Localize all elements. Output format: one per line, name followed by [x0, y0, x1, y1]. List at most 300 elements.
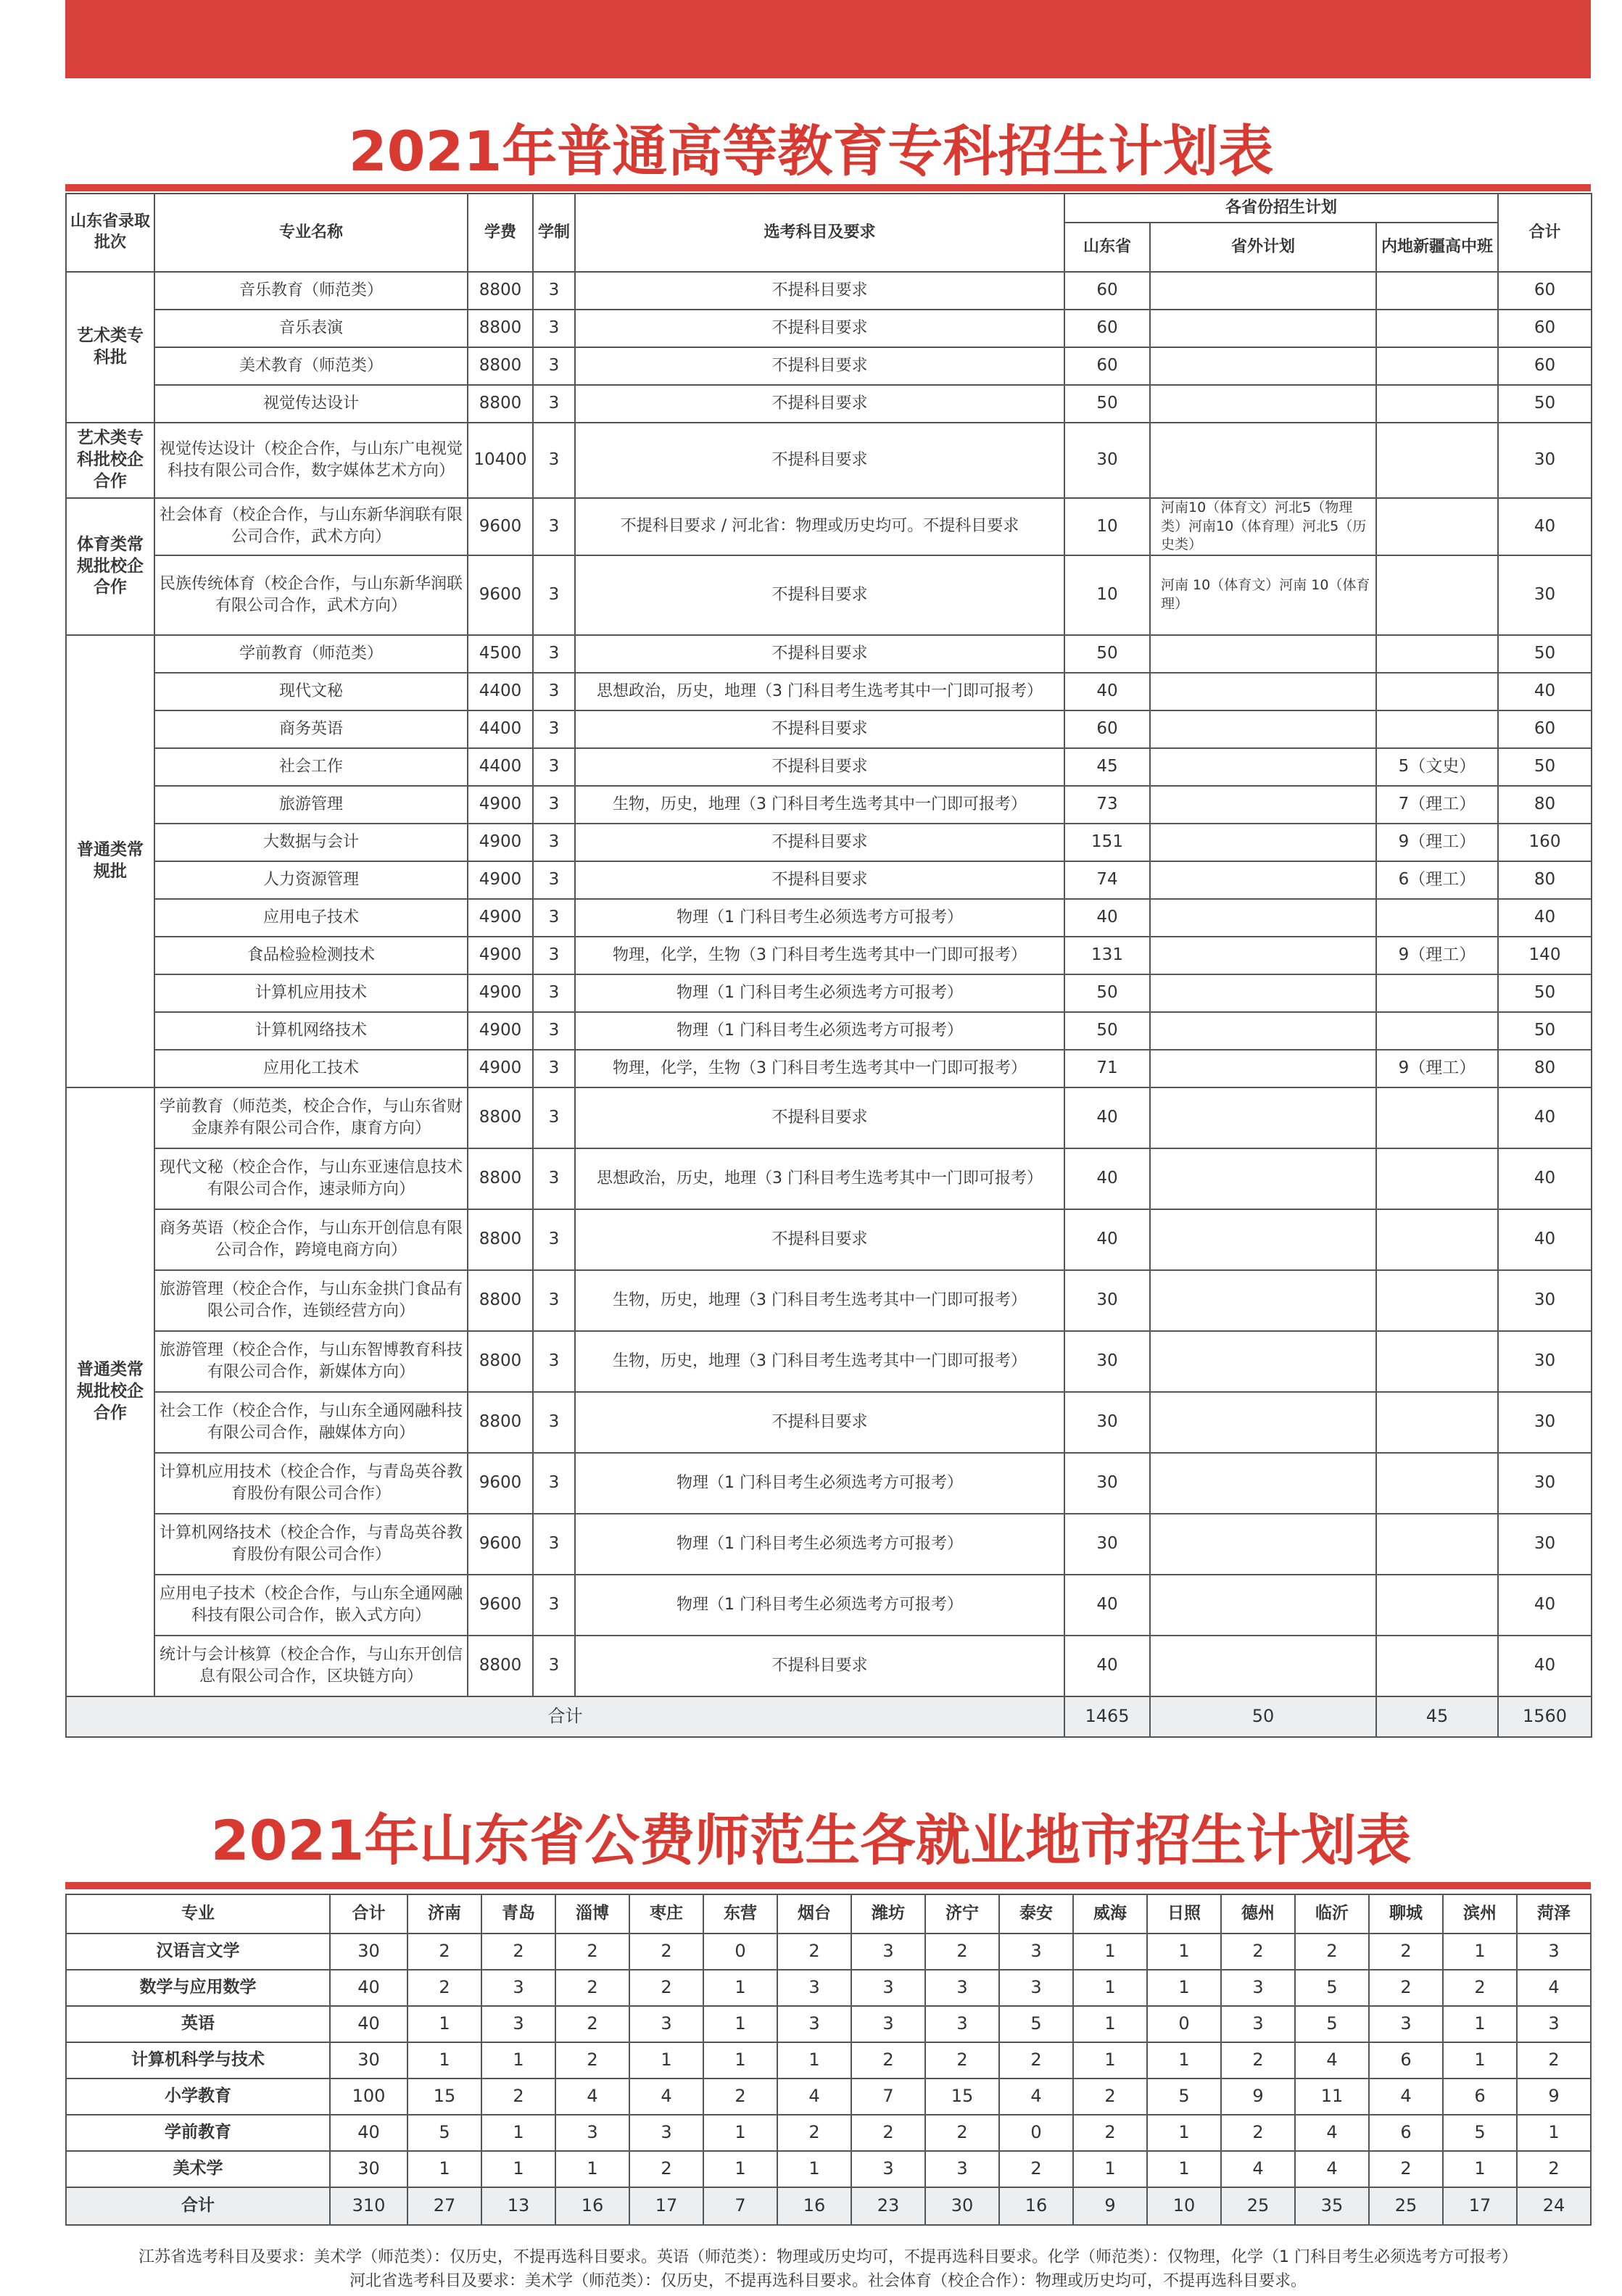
- xinjiang-class-cell: 7（理工）: [1376, 786, 1498, 824]
- shandong-cell: 30: [1064, 1270, 1150, 1331]
- city-value-cell: 0: [999, 2115, 1073, 2151]
- city-value-cell: 1: [1147, 1934, 1221, 1970]
- city-value-cell: 2: [481, 1934, 555, 1970]
- row-total-cell: 40: [1498, 1087, 1592, 1148]
- city-value-cell: 3: [481, 1970, 555, 2006]
- shandong-cell: 60: [1064, 310, 1150, 347]
- city-value-cell: 100: [330, 2079, 407, 2115]
- row-total-cell: 30: [1498, 1392, 1592, 1453]
- plan-total-xj: 45: [1376, 1696, 1498, 1737]
- shandong-cell: 40: [1064, 1148, 1150, 1209]
- city-total-cell: 16: [777, 2187, 851, 2225]
- shandong-cell: 45: [1064, 748, 1150, 786]
- city-value-cell: 1: [407, 2006, 481, 2042]
- out-of-province-cell: [1150, 272, 1376, 310]
- years-cell: 3: [533, 861, 575, 899]
- shandong-cell: 30: [1064, 1453, 1150, 1514]
- city-value-cell: 2: [629, 1970, 703, 2006]
- city-row: [66, 1934, 1591, 1970]
- xinjiang-class-cell: [1376, 423, 1498, 498]
- city-total-cell: 27: [407, 2187, 481, 2225]
- batch-cell: 体育类常规批校企合作: [66, 498, 154, 635]
- city-value-cell: 4: [1295, 2115, 1369, 2151]
- header-total: 合计: [1498, 194, 1592, 272]
- row-total-cell: 140: [1498, 937, 1592, 974]
- requirements-cell: 物理（1 门科目考生必须选考方可报考）: [575, 974, 1064, 1012]
- fee-cell: 4900: [468, 861, 533, 899]
- city-value-cell: 3: [629, 2006, 703, 2042]
- out-of-province-cell: [1150, 1209, 1376, 1270]
- city-value-cell: 1: [703, 2115, 777, 2151]
- plan-total-label: 合计: [66, 1696, 1064, 1737]
- row-total-cell: 30: [1498, 1270, 1592, 1331]
- row-total-cell: 40: [1498, 1636, 1592, 1696]
- out-of-province-cell: [1150, 748, 1376, 786]
- years-cell: 3: [533, 786, 575, 824]
- requirements-cell: 生物，历史，地理（3 门科目考生选考其中一门即可报考）: [575, 786, 1064, 824]
- requirements-cell: 不提科目要求: [575, 1636, 1064, 1696]
- shandong-cell: 60: [1064, 710, 1150, 748]
- xinjiang-class-cell: 5（文史）: [1376, 748, 1498, 786]
- city-value-cell: 3: [851, 1970, 925, 2006]
- city-header-cell: 泰安: [999, 1894, 1073, 1934]
- city-major-cell: 美术学: [66, 2151, 330, 2187]
- city-row: [66, 1970, 1591, 2006]
- city-value-cell: 2: [1369, 1934, 1443, 1970]
- city-value-cell: 3: [925, 1970, 999, 2006]
- plan-total-out: 50: [1150, 1696, 1376, 1737]
- row-total-cell: 40: [1498, 1575, 1592, 1636]
- major-cell: 旅游管理（校企合作，与山东智博教育科技有限公司合作，新媒体方向）: [154, 1331, 468, 1392]
- city-value-cell: 1: [1147, 1970, 1221, 2006]
- plan-row: [66, 748, 1592, 786]
- city-header-cell: 青岛: [481, 1894, 555, 1934]
- out-of-province-cell: [1150, 1012, 1376, 1050]
- header-years: 学制: [533, 194, 575, 272]
- city-value-cell: 3: [555, 2115, 629, 2151]
- city-value-cell: 1: [1443, 1934, 1517, 1970]
- out-of-province-cell: [1150, 1087, 1376, 1148]
- footnote-jiangsu: 江苏省选考科目及要求：美术学（师范类）：仅历史，不提再选科目要求。英语（师范类）：物理或历史均可，不提再选科目要求。化学（师范类）：仅物理，化学（1 门科目考生必须选考方可报考）: [138, 2248, 1518, 2266]
- batch-cell: 普通类常规批: [66, 635, 154, 1087]
- city-header-cell: 德州: [1221, 1894, 1295, 1934]
- city-total-cell: 17: [1443, 2187, 1517, 2225]
- row-total-cell: 30: [1498, 1453, 1592, 1514]
- major-cell: 社会体育（校企合作，与山东新华润联有限公司合作，武术方向）: [154, 498, 468, 555]
- plan-title-underline: [65, 184, 1591, 191]
- major-cell: 现代文秘（校企合作，与山东亚速信息技术有限公司合作，速录师方向）: [154, 1148, 468, 1209]
- fee-cell: 4900: [468, 1050, 533, 1087]
- header-out-of-province: 省外计划: [1150, 223, 1376, 272]
- years-cell: 3: [533, 385, 575, 423]
- city-value-cell: 2: [407, 1934, 481, 1970]
- header-batch: 山东省录取批次: [66, 194, 154, 272]
- out-of-province-cell: [1150, 1270, 1376, 1331]
- city-value-cell: 15: [925, 2079, 999, 2115]
- plan-row: [66, 1453, 1592, 1514]
- requirements-cell: 不提科目要求: [575, 1392, 1064, 1453]
- city-value-cell: 4: [1295, 2042, 1369, 2079]
- fee-cell: 8800: [468, 1331, 533, 1392]
- requirements-cell: 思想政治，历史，地理（3 门科目考生选考其中一门即可报考）: [575, 1148, 1064, 1209]
- city-row: [66, 2042, 1591, 2079]
- city-value-cell: 1: [407, 2042, 481, 2079]
- shandong-cell: 30: [1064, 423, 1150, 498]
- city-value-cell: 5: [1147, 2079, 1221, 2115]
- years-cell: 3: [533, 1636, 575, 1696]
- city-value-cell: 2: [703, 2079, 777, 2115]
- city-value-cell: 9: [1221, 2079, 1295, 2115]
- city-value-cell: 2: [1221, 1934, 1295, 1970]
- plan-row: [66, 347, 1592, 385]
- fee-cell: 4900: [468, 899, 533, 937]
- xinjiang-class-cell: [1376, 710, 1498, 748]
- shandong-cell: 50: [1064, 385, 1150, 423]
- header-major: 专业名称: [154, 194, 468, 272]
- xinjiang-class-cell: [1376, 1514, 1498, 1575]
- xinjiang-class-cell: 9（理工）: [1376, 824, 1498, 861]
- xinjiang-class-cell: [1376, 1148, 1498, 1209]
- plan-total-sum: 1560: [1498, 1696, 1592, 1737]
- plan-row: [66, 899, 1592, 937]
- requirements-cell: 不提科目要求: [575, 347, 1064, 385]
- plan-row: [66, 1392, 1592, 1453]
- city-value-cell: 2: [1221, 2042, 1295, 2079]
- city-value-cell: 11: [1295, 2079, 1369, 2115]
- city-value-cell: 1: [703, 2151, 777, 2187]
- batch-cell: 普通类常规批校企合作: [66, 1087, 154, 1696]
- major-cell: 计算机应用技术（校企合作，与青岛英谷教育股份有限公司合作）: [154, 1453, 468, 1514]
- xinjiang-class-cell: [1376, 272, 1498, 310]
- fee-cell: 9600: [468, 1575, 533, 1636]
- requirements-cell: 不提科目要求: [575, 748, 1064, 786]
- city-header-cell: 专业: [66, 1894, 330, 1934]
- requirements-cell: 不提科目要求: [575, 1209, 1064, 1270]
- city-value-cell: 1: [703, 1970, 777, 2006]
- row-total-cell: 80: [1498, 1050, 1592, 1087]
- major-cell: 人力资源管理: [154, 861, 468, 899]
- city-header-cell: 枣庄: [629, 1894, 703, 1934]
- major-cell: 民族传统体育（校企合作，与山东新华润联有限公司合作，武术方向）: [154, 555, 468, 635]
- city-value-cell: 1: [481, 2042, 555, 2079]
- xinjiang-class-cell: [1376, 673, 1498, 710]
- requirements-cell: 不提科目要求: [575, 555, 1064, 635]
- fee-cell: 8800: [468, 1392, 533, 1453]
- plan-row: [66, 272, 1592, 310]
- city-value-cell: 3: [851, 2151, 925, 2187]
- city-value-cell: 1: [1073, 2042, 1147, 2079]
- row-total-cell: 60: [1498, 347, 1592, 385]
- city-value-cell: 40: [330, 1970, 407, 2006]
- xinjiang-class-cell: [1376, 1392, 1498, 1453]
- city-header-cell: 济南: [407, 1894, 481, 1934]
- row-total-cell: 40: [1498, 498, 1592, 555]
- shandong-cell: 30: [1064, 1514, 1150, 1575]
- fee-cell: 8800: [468, 1087, 533, 1148]
- fee-cell: 4400: [468, 748, 533, 786]
- xinjiang-class-cell: [1376, 1575, 1498, 1636]
- out-of-province-cell: 河南 10（体育文）河南 10（体育理）: [1150, 555, 1376, 635]
- major-cell: 现代文秘: [154, 673, 468, 710]
- major-cell: 社会工作（校企合作，与山东全通网融科技有限公司合作，融媒体方向）: [154, 1392, 468, 1453]
- fee-cell: 10400: [468, 423, 533, 498]
- city-value-cell: 3: [777, 1970, 851, 2006]
- out-of-province-cell: [1150, 385, 1376, 423]
- row-total-cell: 80: [1498, 861, 1592, 899]
- plan-row: [66, 1209, 1592, 1270]
- major-cell: 社会工作: [154, 748, 468, 786]
- requirements-cell: 不提科目要求: [575, 1087, 1064, 1148]
- city-value-cell: 5: [1295, 1970, 1369, 2006]
- city-value-cell: 1: [1073, 2006, 1147, 2042]
- city-value-cell: 1: [481, 2151, 555, 2187]
- header-requirements: 选考科目及要求: [575, 194, 1064, 272]
- major-cell: 大数据与会计: [154, 824, 468, 861]
- city-total-cell: 25: [1369, 2187, 1443, 2225]
- city-value-cell: 1: [1443, 2006, 1517, 2042]
- header-province-group: 各省份招生计划: [1064, 194, 1498, 223]
- years-cell: 3: [533, 1392, 575, 1453]
- city-value-cell: 2: [1517, 2151, 1591, 2187]
- major-cell: 计算机网络技术: [154, 1012, 468, 1050]
- city-value-cell: 2: [555, 2042, 629, 2079]
- major-cell: 统计与会计核算（校企合作，与山东开创信息有限公司合作，区块链方向）: [154, 1636, 468, 1696]
- header-xinjiang-class: 内地新疆高中班: [1376, 223, 1498, 272]
- city-header-cell: 威海: [1073, 1894, 1147, 1934]
- city-value-cell: 4: [1221, 2151, 1295, 2187]
- out-of-province-cell: [1150, 786, 1376, 824]
- city-value-cell: 6: [1369, 2115, 1443, 2151]
- city-value-cell: 1: [481, 2115, 555, 2151]
- city-row: [66, 2151, 1591, 2187]
- xinjiang-class-cell: [1376, 1636, 1498, 1696]
- city-value-cell: 4: [1295, 2151, 1369, 2187]
- shandong-cell: 74: [1064, 861, 1150, 899]
- city-value-cell: 40: [330, 2115, 407, 2151]
- fee-cell: 9600: [468, 1453, 533, 1514]
- city-value-cell: 2: [629, 1934, 703, 1970]
- row-total-cell: 40: [1498, 1209, 1592, 1270]
- city-value-cell: 2: [555, 1970, 629, 2006]
- city-value-cell: 2: [925, 2115, 999, 2151]
- years-cell: 3: [533, 1087, 575, 1148]
- years-cell: 3: [533, 1331, 575, 1392]
- city-value-cell: 2: [1369, 2151, 1443, 2187]
- requirements-cell: 物理，化学，生物（3 门科目考生选考其中一门即可报考）: [575, 1050, 1064, 1087]
- row-total-cell: 60: [1498, 710, 1592, 748]
- city-value-cell: 2: [1221, 2115, 1295, 2151]
- major-cell: 计算机网络技术（校企合作，与青岛英谷教育股份有限公司合作）: [154, 1514, 468, 1575]
- fee-cell: 8800: [468, 310, 533, 347]
- city-value-cell: 15: [407, 2079, 481, 2115]
- city-value-cell: 5: [1443, 2115, 1517, 2151]
- city-total-cell: 23: [851, 2187, 925, 2225]
- xinjiang-class-cell: 6（理工）: [1376, 861, 1498, 899]
- city-value-cell: 2: [851, 2042, 925, 2079]
- city-value-cell: 2: [925, 1934, 999, 1970]
- plan-total-row: [66, 1696, 1592, 1737]
- city-header-cell: 济宁: [925, 1894, 999, 1934]
- city-value-cell: 40: [330, 2006, 407, 2042]
- city-header-cell: 东营: [703, 1894, 777, 1934]
- shandong-cell: 40: [1064, 673, 1150, 710]
- city-major-cell: 计算机科学与技术: [66, 2042, 330, 2079]
- shandong-cell: 40: [1064, 1575, 1150, 1636]
- row-total-cell: 50: [1498, 385, 1592, 423]
- city-value-cell: 7: [851, 2079, 925, 2115]
- city-header-cell: 淄博: [555, 1894, 629, 1934]
- major-cell: 学前教育（师范类）: [154, 635, 468, 673]
- plan-row: [66, 1050, 1592, 1087]
- city-value-cell: 2: [629, 2151, 703, 2187]
- enrollment-plan-table: [65, 193, 1592, 1738]
- plan-row: [66, 1148, 1592, 1209]
- fee-cell: 4500: [468, 635, 533, 673]
- city-value-cell: 3: [851, 1934, 925, 1970]
- city-value-cell: 3: [481, 2006, 555, 2042]
- years-cell: 3: [533, 1209, 575, 1270]
- city-value-cell: 3: [851, 2006, 925, 2042]
- requirements-cell: 不提科目要求: [575, 423, 1064, 498]
- city-value-cell: 2: [999, 2151, 1073, 2187]
- out-of-province-cell: [1150, 635, 1376, 673]
- requirements-cell: 不提科目要求: [575, 272, 1064, 310]
- requirements-cell: 生物，历史，地理（3 门科目考生选考其中一门即可报考）: [575, 1331, 1064, 1392]
- major-cell: 音乐教育（师范类）: [154, 272, 468, 310]
- city-value-cell: 3: [925, 2151, 999, 2187]
- out-of-province-cell: [1150, 1453, 1376, 1514]
- fee-cell: 8800: [468, 1148, 533, 1209]
- xinjiang-class-cell: [1376, 347, 1498, 385]
- major-cell: 旅游管理（校企合作，与山东金拱门食品有限公司合作，连锁经营方向）: [154, 1270, 468, 1331]
- plan-row: [66, 861, 1592, 899]
- row-total-cell: 50: [1498, 1012, 1592, 1050]
- city-row: [66, 2079, 1591, 2115]
- out-of-province-cell: [1150, 937, 1376, 974]
- row-total-cell: 50: [1498, 748, 1592, 786]
- out-of-province-cell: 河南10（体育文）河北5（物理类）河南10（体育理）河北5（历史类）: [1150, 498, 1376, 555]
- city-value-cell: 1: [1147, 2115, 1221, 2151]
- city-header-cell: 聊城: [1369, 1894, 1443, 1934]
- shandong-cell: 50: [1064, 1012, 1150, 1050]
- shandong-cell: 151: [1064, 824, 1150, 861]
- city-total-row: [66, 2187, 1591, 2225]
- requirements-cell: 物理（1 门科目考生必须选考方可报考）: [575, 1575, 1064, 1636]
- city-value-cell: 5: [1295, 2006, 1369, 2042]
- requirements-cell: 物理（1 门科目考生必须选考方可报考）: [575, 899, 1064, 937]
- major-cell: 音乐表演: [154, 310, 468, 347]
- row-total-cell: 50: [1498, 974, 1592, 1012]
- major-cell: 美术教育（师范类）: [154, 347, 468, 385]
- city-value-cell: 1: [555, 2151, 629, 2187]
- city-value-cell: 6: [1443, 2079, 1517, 2115]
- city-value-cell: 2: [1443, 1970, 1517, 2006]
- row-total-cell: 40: [1498, 1148, 1592, 1209]
- city-value-cell: 1: [1147, 2151, 1221, 2187]
- requirements-cell: 不提科目要求 / 河北省：物理或历史均可。不提科目要求: [575, 498, 1064, 555]
- requirements-cell: 物理（1 门科目考生必须选考方可报考）: [575, 1514, 1064, 1575]
- city-title: 2021年山东省公费师范生各就业地市招生计划表: [210, 1808, 1412, 1873]
- shandong-cell: 10: [1064, 555, 1150, 635]
- out-of-province-cell: [1150, 1575, 1376, 1636]
- city-value-cell: 30: [330, 1934, 407, 1970]
- row-total-cell: 50: [1498, 635, 1592, 673]
- xinjiang-class-cell: [1376, 310, 1498, 347]
- city-value-cell: 3: [999, 1934, 1073, 1970]
- requirements-cell: 不提科目要求: [575, 861, 1064, 899]
- years-cell: 3: [533, 1453, 575, 1514]
- requirements-cell: 不提科目要求: [575, 824, 1064, 861]
- years-cell: 3: [533, 310, 575, 347]
- city-value-cell: 3: [925, 2006, 999, 2042]
- out-of-province-cell: [1150, 310, 1376, 347]
- city-header-cell: 合计: [330, 1894, 407, 1934]
- city-total-cell: 35: [1295, 2187, 1369, 2225]
- city-value-cell: 4: [1517, 1970, 1591, 2006]
- out-of-province-cell: [1150, 423, 1376, 498]
- requirements-cell: 不提科目要求: [575, 710, 1064, 748]
- city-major-cell: 小学教育: [66, 2079, 330, 2115]
- city-value-cell: 1: [1517, 2115, 1591, 2151]
- fee-cell: 4400: [468, 673, 533, 710]
- city-value-cell: 4: [629, 2079, 703, 2115]
- xinjiang-class-cell: 9（理工）: [1376, 1050, 1498, 1087]
- plan-row: [66, 937, 1592, 974]
- xinjiang-class-cell: [1376, 1087, 1498, 1148]
- fee-cell: 8800: [468, 385, 533, 423]
- city-total-cell: 9: [1073, 2187, 1147, 2225]
- city-value-cell: 6: [1369, 2042, 1443, 2079]
- city-value-cell: 1: [703, 2042, 777, 2079]
- major-cell: 视觉传达设计（校企合作，与山东广电视觉科技有限公司合作，数字媒体艺术方向）: [154, 423, 468, 498]
- xinjiang-class-cell: [1376, 899, 1498, 937]
- xinjiang-class-cell: [1376, 1331, 1498, 1392]
- city-header-cell: 日照: [1147, 1894, 1221, 1934]
- out-of-province-cell: [1150, 861, 1376, 899]
- city-value-cell: 2: [555, 2006, 629, 2042]
- fee-cell: 8800: [468, 272, 533, 310]
- city-value-cell: 2: [1073, 2115, 1147, 2151]
- shandong-cell: 40: [1064, 1636, 1150, 1696]
- header-shandong: 山东省: [1064, 223, 1150, 272]
- out-of-province-cell: [1150, 1148, 1376, 1209]
- fee-cell: 4400: [468, 710, 533, 748]
- plan-row: [66, 824, 1592, 861]
- row-total-cell: 30: [1498, 423, 1592, 498]
- plan-row: [66, 1331, 1592, 1392]
- years-cell: 3: [533, 824, 575, 861]
- row-total-cell: 60: [1498, 310, 1592, 347]
- city-value-cell: 1: [1147, 2042, 1221, 2079]
- fee-cell: 9600: [468, 555, 533, 635]
- city-header-cell: 菏泽: [1517, 1894, 1591, 1934]
- row-total-cell: 160: [1498, 824, 1592, 861]
- requirements-cell: 思想政治，历史，地理（3 门科目考生选考其中一门即可报考）: [575, 673, 1064, 710]
- city-major-cell: 英语: [66, 2006, 330, 2042]
- years-cell: 3: [533, 974, 575, 1012]
- xinjiang-class-cell: [1376, 1012, 1498, 1050]
- city-value-cell: 4: [999, 2079, 1073, 2115]
- city-value-cell: 4: [555, 2079, 629, 2115]
- city-major-cell: 数学与应用数学: [66, 1970, 330, 2006]
- requirements-cell: 生物，历史，地理（3 门科目考生选考其中一门即可报考）: [575, 1270, 1064, 1331]
- city-value-cell: 2: [1295, 1934, 1369, 1970]
- plan-body: [66, 272, 1592, 1696]
- city-value-cell: 1: [1073, 2151, 1147, 2187]
- batch-cell: 艺术类专科批: [66, 272, 154, 423]
- city-total-cell: 7: [703, 2187, 777, 2225]
- years-cell: 3: [533, 673, 575, 710]
